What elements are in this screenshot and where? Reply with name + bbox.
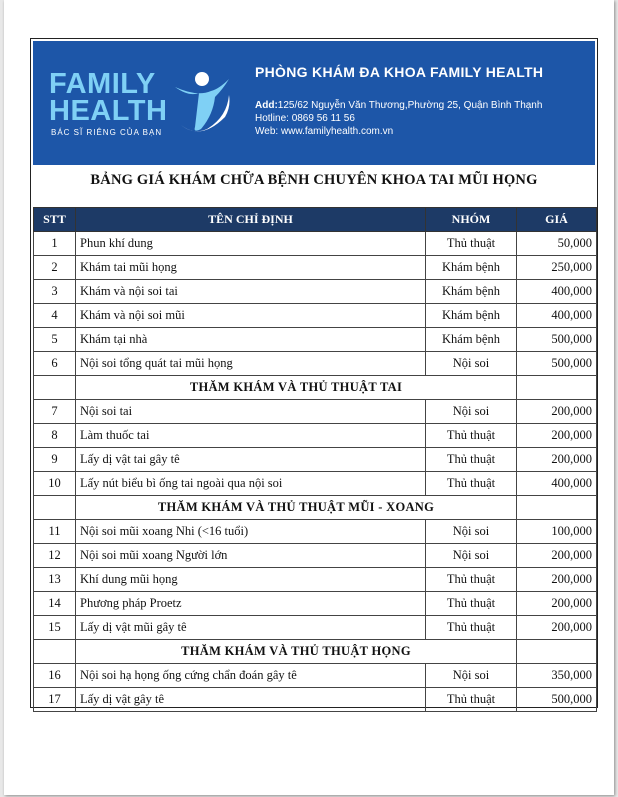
name-cell: Khám và nội soi mũi — [76, 304, 426, 328]
name-cell: Phương pháp Proetz — [76, 592, 426, 616]
group-cell: Nội soi — [426, 544, 517, 568]
stt-cell: 8 — [34, 424, 76, 448]
price-cell: 400,000 — [517, 280, 597, 304]
group-cell: Thủ thuật — [426, 448, 517, 472]
group-cell: Thủ thuật — [426, 592, 517, 616]
stt-cell: 14 — [34, 592, 76, 616]
name-cell: Khám tại nhà — [76, 328, 426, 352]
price-cell: 200,000 — [517, 448, 597, 472]
table-row — [34, 664, 597, 688]
table-row — [34, 568, 597, 592]
price-cell: 200,000 — [517, 616, 597, 640]
stt-cell: 10 — [34, 472, 76, 496]
table-row — [34, 400, 597, 424]
group-cell: Thủ thuật — [426, 472, 517, 496]
section-price-cell — [517, 640, 597, 664]
table-row — [34, 352, 597, 376]
price-cell: 350,000 — [517, 664, 597, 688]
name-cell: Nội soi mũi xoang Nhi (<16 tuổi) — [76, 520, 426, 544]
section-heading: THĂM KHÁM VÀ THỦ THUẬT HỌNG — [76, 640, 517, 664]
table-row — [34, 232, 597, 256]
table-row — [34, 616, 597, 640]
stt-cell: 1 — [34, 232, 76, 256]
table-row — [34, 424, 597, 448]
price-cell: 50,000 — [517, 232, 597, 256]
name-cell: Lấy dị vật tai gây tê — [76, 448, 426, 472]
stt-cell: 3 — [34, 280, 76, 304]
name-cell: Nội soi tổng quát tai mũi họng — [76, 352, 426, 376]
name-cell: Lấy nút biểu bì ống tai ngoài qua nội soi — [76, 472, 426, 496]
web-value: www.familyhealth.com.vn — [280, 126, 394, 137]
page-title: BẢNG GIÁ KHÁM CHỮA BỆNH CHUYÊN KHOA TAI MŨI HỌNG — [90, 172, 538, 188]
price-cell: 200,000 — [517, 592, 597, 616]
name-cell: Làm thuốc tai — [76, 424, 426, 448]
address-label: Add: — [255, 100, 278, 111]
section-row — [34, 640, 597, 664]
stt-cell: 15 — [34, 616, 76, 640]
section-price-cell — [517, 496, 597, 520]
table-row — [34, 256, 597, 280]
name-cell: Phun khí dung — [76, 232, 426, 256]
table-row — [34, 592, 597, 616]
price-cell: 200,000 — [517, 568, 597, 592]
group-cell: Thủ thuật — [426, 688, 517, 712]
name-cell: Khám và nội soi tai — [76, 280, 426, 304]
price-cell: 500,000 — [517, 688, 597, 712]
logo-line-2: HEALTH — [49, 95, 168, 127]
table-row — [34, 688, 597, 712]
price-cell: 200,000 — [517, 400, 597, 424]
stt-cell: 16 — [34, 664, 76, 688]
stt-cell: 12 — [34, 544, 76, 568]
logo-wordmark — [49, 68, 168, 127]
group-cell: Thủ thuật — [426, 232, 517, 256]
table-row — [34, 544, 597, 568]
logo-line-1: FAMILY — [49, 68, 156, 100]
contact-info — [255, 99, 542, 138]
price-cell: 200,000 — [517, 424, 597, 448]
section-price-cell — [517, 376, 597, 400]
name-cell: Nội soi tai — [76, 400, 426, 424]
table-row — [34, 520, 597, 544]
name-cell: Lấy dị vật mũi gây tê — [76, 616, 426, 640]
hotline-value: 0869 56 11 56 — [291, 113, 355, 124]
section-stt-cell — [34, 640, 76, 664]
group-cell: Thủ thuật — [426, 568, 517, 592]
header-stt: STT — [34, 208, 76, 232]
group-cell: Khám bệnh — [426, 304, 517, 328]
address-value: 125/62 Nguyễn Văn Thương,Phường 25, Quận Bình Thạnh — [277, 100, 543, 111]
name-cell: Lấy dị vật gây tê — [76, 688, 426, 712]
table-row — [34, 328, 597, 352]
price-table-body — [34, 232, 597, 712]
stt-cell: 5 — [34, 328, 76, 352]
table-row — [34, 472, 597, 496]
clinic-name: PHÒNG KHÁM ĐA KHOA FAMILY HEALTH — [255, 64, 544, 80]
stt-cell: 2 — [34, 256, 76, 280]
price-cell: 200,000 — [517, 544, 597, 568]
stt-cell: 11 — [34, 520, 76, 544]
price-cell: 250,000 — [517, 256, 597, 280]
stt-cell: 6 — [34, 352, 76, 376]
table-header-row — [34, 208, 597, 232]
section-heading: THĂM KHÁM VÀ THỦ THUẬT TAI — [76, 376, 517, 400]
header-price: GIÁ — [517, 208, 597, 232]
section-stt-cell — [34, 376, 76, 400]
table-row — [34, 448, 597, 472]
stt-cell: 17 — [34, 688, 76, 712]
section-row — [34, 376, 597, 400]
group-cell: Nội soi — [426, 352, 517, 376]
group-cell: Nội soi — [426, 664, 517, 688]
section-row — [34, 496, 597, 520]
group-cell: Thủ thuật — [426, 424, 517, 448]
section-heading: THĂM KHÁM VÀ THỦ THUẬT MŨI - XOANG — [76, 496, 517, 520]
name-cell: Khí dung mũi họng — [76, 568, 426, 592]
group-cell: Thủ thuật — [426, 616, 517, 640]
name-cell: Nội soi hạ họng ống cứng chẩn đoán gây tê — [76, 664, 426, 688]
name-cell: Nội soi mũi xoang Người lớn — [76, 544, 426, 568]
price-cell: 400,000 — [517, 304, 597, 328]
stt-cell: 4 — [34, 304, 76, 328]
stt-cell: 9 — [34, 448, 76, 472]
price-cell: 100,000 — [517, 520, 597, 544]
address-line — [255, 99, 542, 112]
group-cell: Khám bệnh — [426, 328, 517, 352]
header-name: TÊN CHỈ ĐỊNH — [76, 208, 426, 232]
stt-cell: 13 — [34, 568, 76, 592]
group-cell: Nội soi — [426, 400, 517, 424]
stt-cell: 7 — [34, 400, 76, 424]
person-logo-icon — [171, 67, 233, 137]
group-cell: Khám bệnh — [426, 280, 517, 304]
group-cell: Khám bệnh — [426, 256, 517, 280]
price-cell: 500,000 — [517, 328, 597, 352]
section-stt-cell — [34, 496, 76, 520]
price-table — [33, 207, 597, 712]
web-label: Web: — [255, 126, 279, 137]
hotline-line — [255, 112, 542, 125]
header-banner — [33, 41, 595, 165]
table-row — [34, 280, 597, 304]
price-cell: 400,000 — [517, 472, 597, 496]
web-line — [255, 125, 542, 138]
hotline-label: Hotline: — [255, 113, 289, 124]
name-cell: Khám tai mũi họng — [76, 256, 426, 280]
group-cell: Nội soi — [426, 520, 517, 544]
table-row — [34, 304, 597, 328]
price-cell: 500,000 — [517, 352, 597, 376]
header-group: NHÓM — [426, 208, 517, 232]
logo-tagline: BÁC SĨ RIÊNG CỦA BẠN — [51, 128, 163, 137]
